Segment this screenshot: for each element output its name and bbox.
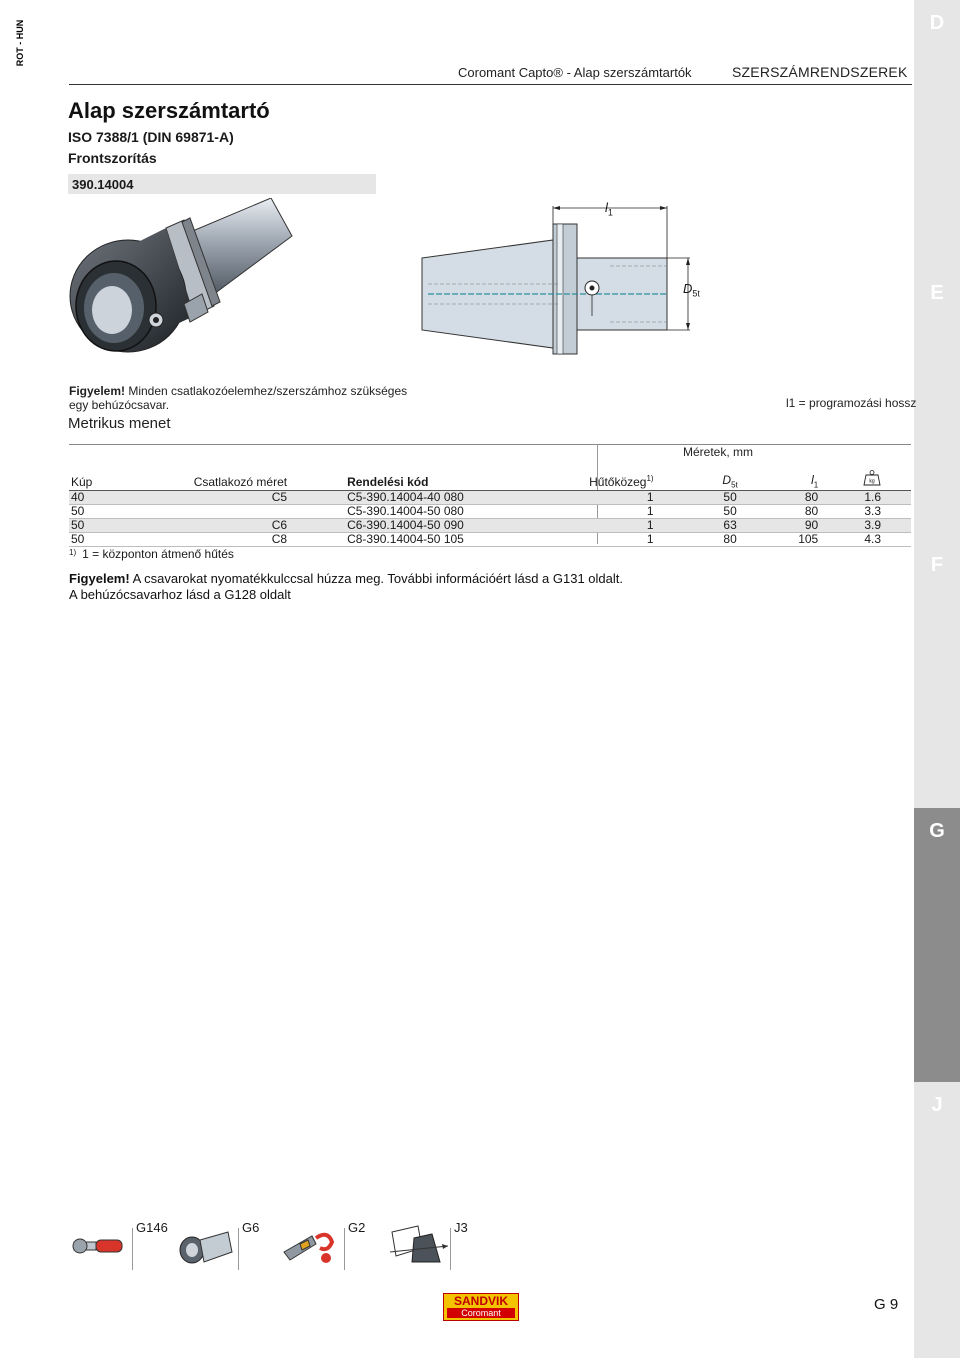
cell-l1: 80	[757, 505, 839, 519]
header-weight	[838, 470, 911, 491]
cell-order-code: C8-390.14004-50 105	[347, 533, 562, 547]
table-row	[69, 533, 911, 547]
spec-table	[69, 470, 911, 547]
cell-d5t: 80	[704, 533, 757, 547]
cell-d5t: 63	[704, 519, 757, 533]
header-rendelesi-kod: Rendelési kód	[347, 470, 562, 491]
pull-stud-note: Figyelem! Minden csatlakozóelemhez/szerszámhoz szükséges egy behúzócsavar.	[69, 384, 408, 412]
header-rule	[69, 84, 912, 85]
cell-csatlakozo: C8	[122, 533, 347, 547]
header-hutokozeg: Hűtőközeg$^{1)}$	[562, 470, 704, 491]
table-row	[69, 491, 911, 505]
ref-link-j3[interactable]: J3	[454, 1220, 468, 1235]
table-row	[69, 519, 911, 533]
d5t-dimension-label: $D_{5t}$	[683, 281, 700, 299]
ref-link-g6[interactable]: G6	[242, 1220, 260, 1235]
cell-coolant: 1	[562, 505, 704, 519]
ref-link-g146[interactable]: G146	[136, 1220, 168, 1235]
cell-d5t: 50	[704, 491, 757, 505]
table-row	[69, 505, 911, 519]
boring-tool-icon[interactable]	[282, 1222, 342, 1268]
page-number: G 9	[874, 1296, 899, 1313]
metric-thread-heading: Metrikus menet	[68, 415, 171, 432]
sandvik-coromant-logo	[443, 1293, 519, 1321]
tab-j[interactable]	[914, 1082, 960, 1358]
cell-csatlakozo: C5	[122, 491, 347, 505]
weight-icon	[863, 470, 881, 486]
tab-j-label: J	[931, 1094, 943, 1116]
ref-divider	[132, 1228, 133, 1270]
tool-holder-illustration	[66, 198, 302, 368]
standard-subtitle: ISO 7388/1 (DIN 69871-A)	[68, 129, 234, 145]
cell-d5t: 50	[704, 505, 757, 519]
ref-divider	[238, 1228, 239, 1270]
cell-l1: 105	[757, 533, 839, 547]
header-section: SZERSZÁMRENDSZEREK	[732, 64, 908, 80]
cell-kup: 40	[69, 491, 122, 505]
dimensions-label: Méretek, mm	[683, 445, 754, 459]
header-kup: Kúp	[69, 470, 122, 491]
ref-divider	[450, 1228, 451, 1270]
cell-weight: 3.9	[838, 519, 911, 533]
cell-weight: 1.6	[838, 491, 911, 505]
cell-order-code: C5-390.14004-50 080	[347, 505, 562, 519]
coolant-footnote: $^{1)}$ 1 = központon átmenő hűtés	[69, 547, 234, 561]
cell-kup: 50	[69, 505, 122, 519]
tab-g-label: G	[929, 820, 945, 842]
ref-link-g2[interactable]: G2	[348, 1220, 366, 1235]
tab-g[interactable]	[914, 808, 960, 1082]
cell-order-code: C6-390.14004-50 090	[347, 519, 562, 533]
torque-note: Figyelem! A csavarokat nyomatékkulccsal húzza meg. További információért lásd a G131 oldalt. A behúzócsavarhoz lásd a G128 oldalt	[69, 571, 623, 602]
svg-text:kg: kg	[869, 478, 875, 485]
torque-wrench-icon[interactable]	[70, 1222, 130, 1268]
header-series: Coromant Capto® - Alap szerszámtartók	[458, 65, 692, 80]
tab-f[interactable]	[914, 542, 960, 808]
programming-length-note: l1 = programozási hossz	[786, 396, 917, 410]
cell-csatlakozo	[122, 505, 347, 519]
product-code-band	[68, 174, 376, 194]
cell-coolant: 1	[562, 519, 704, 533]
header-l1: $l_1$	[757, 470, 839, 491]
table-top-rule	[69, 444, 911, 445]
cell-csatlakozo: C6	[122, 519, 347, 533]
l1-dimension-label: $l_1$	[605, 200, 613, 218]
ref-divider	[344, 1228, 345, 1270]
tab-d[interactable]	[914, 0, 960, 270]
logo-brand: SANDVIK	[453, 1294, 508, 1308]
tab-e[interactable]	[914, 270, 960, 542]
tab-e-label: E	[930, 282, 944, 304]
cell-weight: 3.3	[838, 505, 911, 519]
tab-d-label: D	[929, 12, 945, 34]
cell-kup: 50	[69, 533, 122, 547]
clamping-subtitle: Frontszorítás	[68, 150, 157, 166]
cell-l1: 90	[757, 519, 839, 533]
logo-sub: Coromant	[447, 1308, 515, 1318]
cell-coolant: 1	[562, 491, 704, 505]
page-title: Alap szerszámtartó	[68, 98, 270, 123]
capto-holder-icon[interactable]	[176, 1222, 236, 1268]
header-csatlakozo: Csatlakozó méret	[122, 470, 347, 491]
technical-drawing	[410, 196, 710, 360]
spindle-icon[interactable]	[388, 1222, 452, 1268]
cell-order-code: C5-390.14004-40 080	[347, 491, 562, 505]
header-d5t: $D_{5t}$	[704, 470, 757, 491]
tab-f-label: F	[930, 554, 944, 576]
cell-weight: 4.3	[838, 533, 911, 547]
table-header-row	[69, 470, 911, 491]
cell-kup: 50	[69, 519, 122, 533]
cell-l1: 80	[757, 491, 839, 505]
product-code: 390.14004	[72, 177, 134, 192]
cell-coolant: 1	[562, 533, 704, 547]
side-language-code: ROT - HUN	[15, 19, 25, 67]
